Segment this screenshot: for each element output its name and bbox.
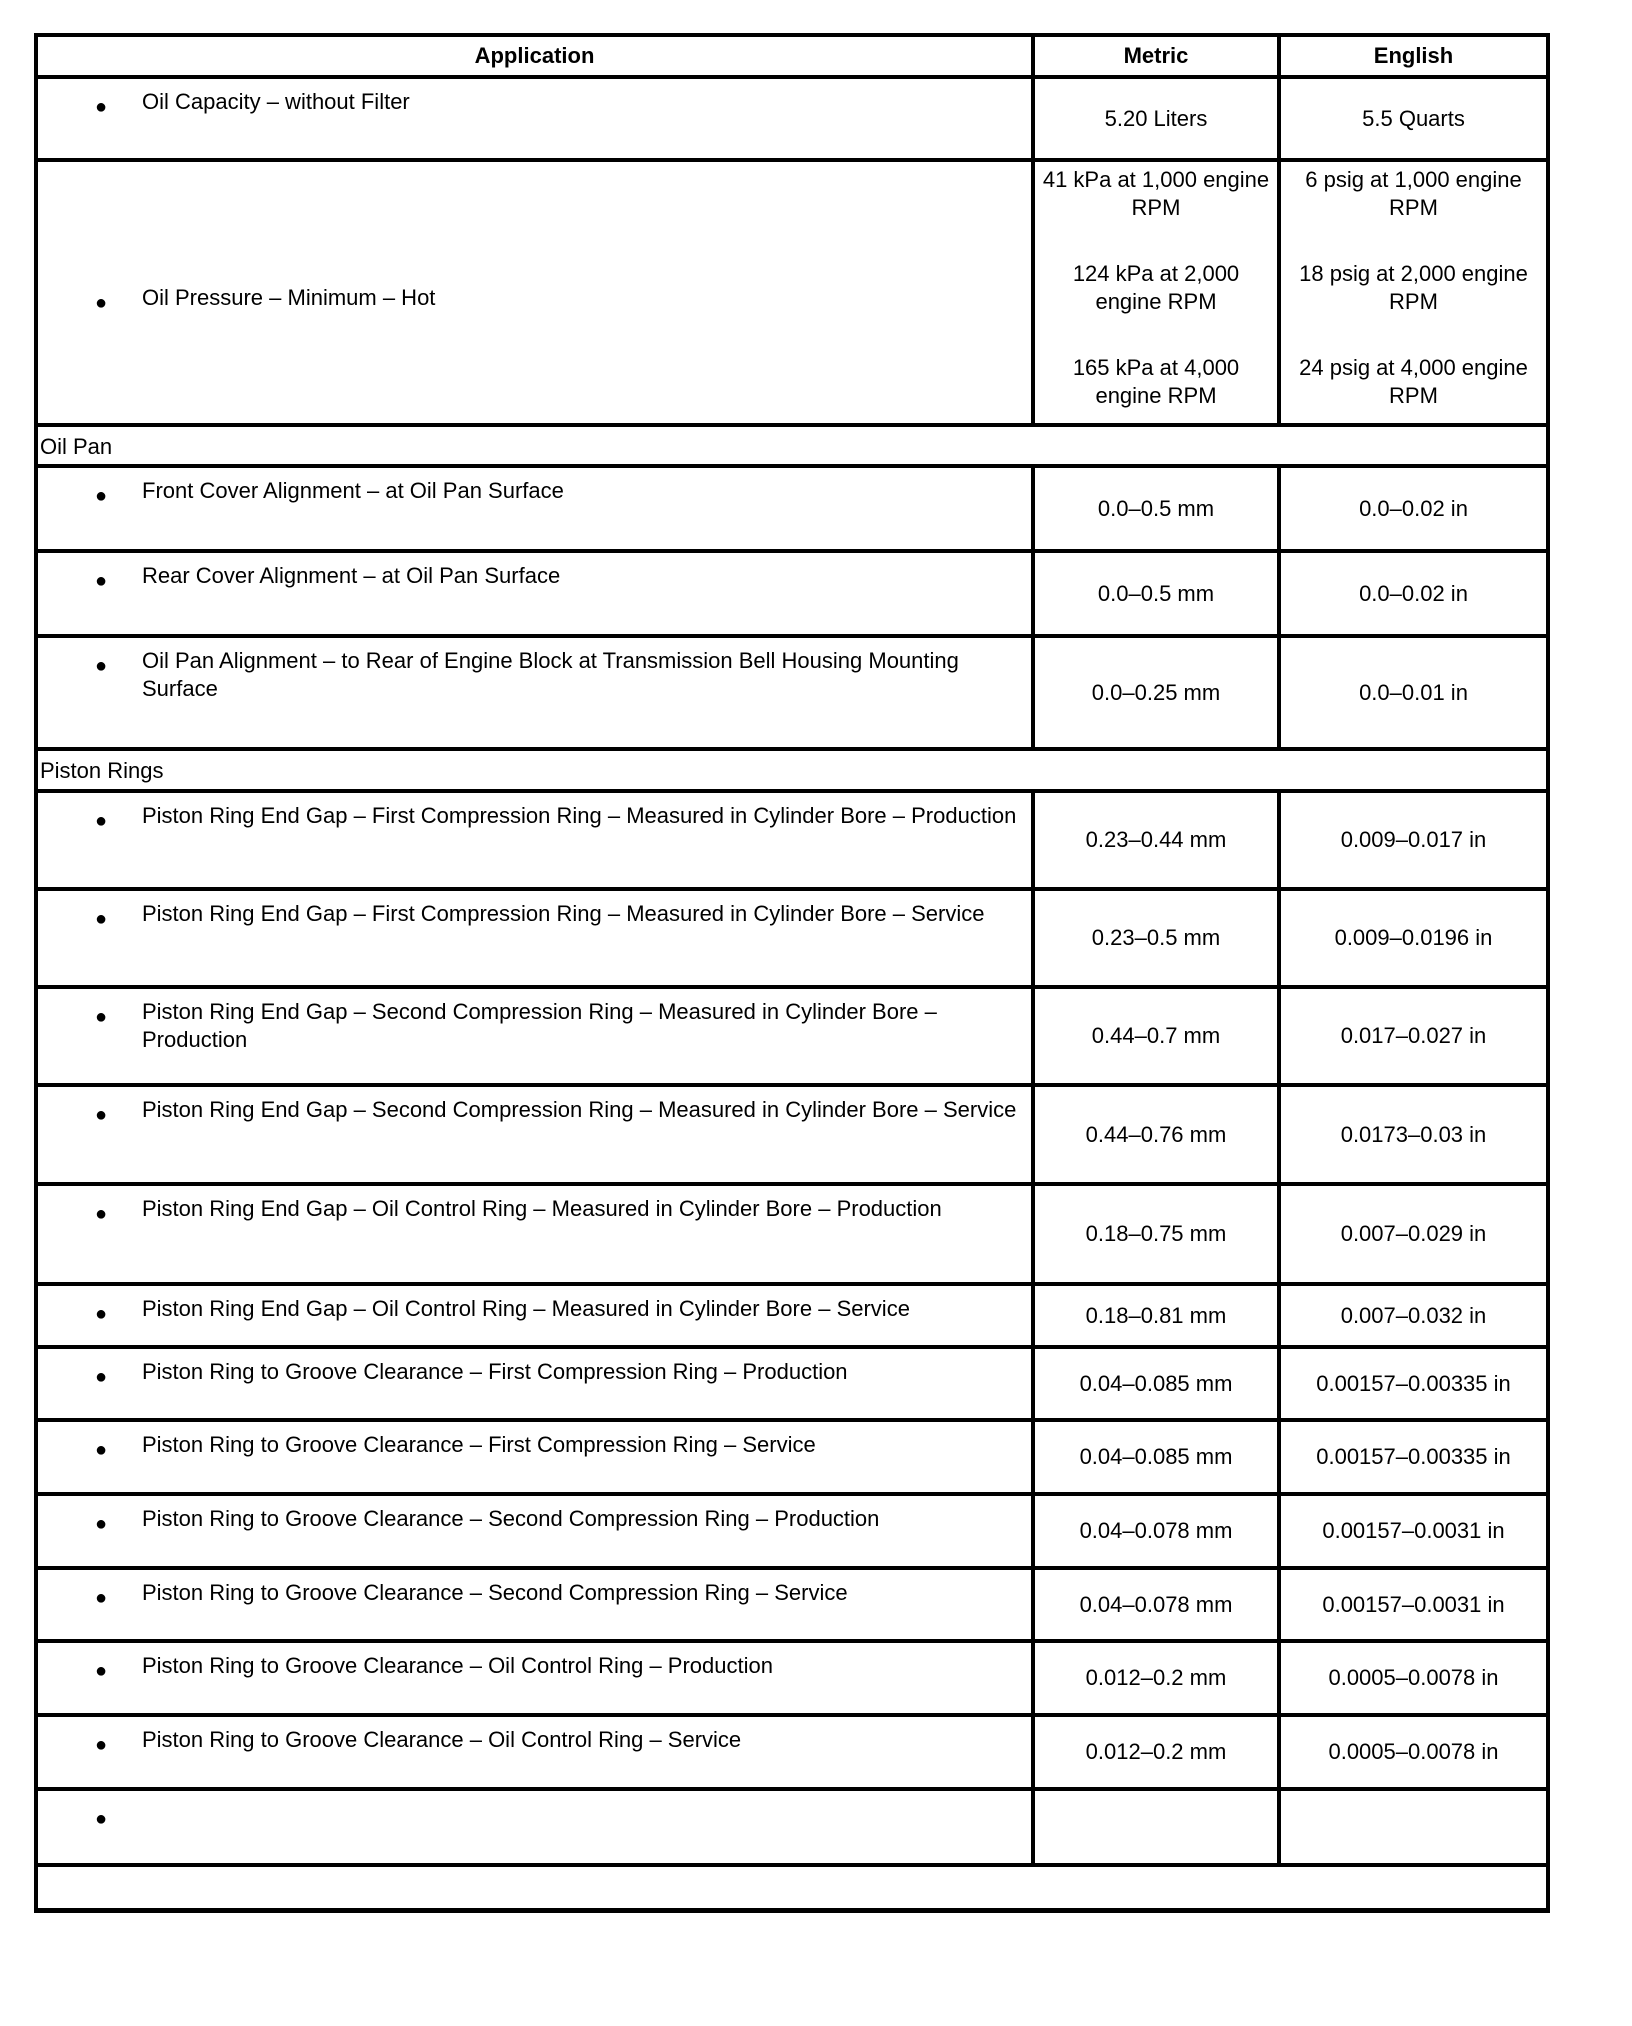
- english-value: 0.0–0.02 in: [1359, 580, 1468, 606]
- table-row: [34, 887, 1550, 985]
- bullet-icon: ●: [95, 1439, 108, 1461]
- metric-value: 0.44–0.7 mm: [1091, 1023, 1221, 1048]
- application-text: Piston Ring to Groove Clearance – First Compression Ring – Service: [142, 1432, 816, 1457]
- table-row: [34, 1345, 1550, 1418]
- metric-value: 0.04–0.085 mm: [1079, 1444, 1233, 1469]
- table-row: [34, 75, 1550, 158]
- english-value: 0.0005–0.0078 in: [1328, 1665, 1499, 1690]
- metric-value: 0.0–0.25 mm: [1091, 679, 1221, 705]
- table-row: [34, 789, 1550, 887]
- section-header-pistons-and-pins: [34, 1863, 1550, 1913]
- english-value: 0.007–0.029 in: [1340, 1221, 1487, 1246]
- bullet-icon: ●: [95, 1587, 108, 1609]
- table-row: [34, 1787, 1550, 1863]
- metric-value: 0.04–0.078 mm: [1079, 1591, 1233, 1617]
- bullet-icon: ●: [95, 1006, 108, 1028]
- english-value: 0.0–0.02 in: [1359, 495, 1468, 521]
- english-value: 0.017–0.027 in: [1340, 1023, 1487, 1048]
- metric-value: 0.44–0.76 mm: [1085, 1121, 1227, 1147]
- bullet-icon: ●: [95, 570, 108, 592]
- english-value: 0.009–0.017 in: [1340, 827, 1487, 852]
- table-row: [34, 1492, 1550, 1566]
- application-text: Piston Ring to Groove Clearance – Second Compression Ring – Service: [142, 1580, 848, 1605]
- application-text: Piston Ring End Gap – Second Compression Ring – Measured in Cylinder Bore – Production: [142, 999, 937, 1052]
- metric-value: 0.23–0.5 mm: [1091, 925, 1221, 950]
- application-text: Rear Cover Alignment – at Oil Pan Surface: [142, 563, 561, 588]
- bullet-icon: ●: [95, 1734, 108, 1756]
- section-header-piston-rings: Piston Rings: [34, 747, 1550, 789]
- english-value: 0.00157–0.0031 in: [1322, 1518, 1505, 1543]
- bullet-icon: ●: [95, 908, 108, 930]
- metric-value: 0.04–0.078 mm: [1079, 1518, 1233, 1543]
- table-row: [34, 1083, 1550, 1182]
- metric-value: 0.0–0.5 mm: [1097, 495, 1215, 521]
- table-row: [34, 1566, 1550, 1639]
- table-row: [34, 985, 1550, 1083]
- bullet-icon: ●: [95, 810, 108, 832]
- table-row: [34, 634, 1550, 747]
- table-row: [34, 1418, 1550, 1492]
- english-value: 0.0173–0.03 in: [1340, 1121, 1487, 1147]
- section-header-oil-pan: Oil Pan: [34, 423, 1550, 464]
- english-value: 5.5 Quarts: [1362, 105, 1465, 131]
- table-header-row: [34, 33, 1550, 75]
- bullet-icon: ●: [95, 96, 108, 118]
- application-text: Oil Pan Alignment – to Rear of Engine Block at Transmission Bell Housing Mounting Surface: [142, 648, 959, 701]
- application-text: Piston Ring End Gap – Oil Control Ring – Measured in Cylinder Bore – Production: [142, 1196, 942, 1221]
- application-text: Piston Ring End Gap – First Compression Ring – Measured in Cylinder Bore – Production: [142, 803, 1017, 828]
- metric-value: 0.18–0.75 mm: [1085, 1221, 1227, 1246]
- english-value: 0.0005–0.0078 in: [1328, 1739, 1499, 1764]
- metric-value: 165 kPa at 4,000 engine RPM: [1072, 355, 1240, 408]
- bullet-icon: ●: [95, 1808, 108, 1830]
- table-row: [34, 549, 1550, 634]
- english-value: 0.0–0.01 in: [1359, 679, 1468, 705]
- table-row: [34, 1182, 1550, 1282]
- application-text: Piston Ring End Gap – Oil Control Ring – Measured in Cylinder Bore – Service: [142, 1296, 910, 1321]
- metric-value: 5.20 Liters: [1104, 105, 1208, 131]
- bullet-icon: ●: [95, 1104, 108, 1126]
- bullet-icon: ●: [95, 1203, 108, 1225]
- english-value: 0.00157–0.00335 in: [1316, 1370, 1511, 1396]
- table-row: [34, 464, 1550, 549]
- header-application: Application: [474, 43, 595, 68]
- table-row: [34, 1713, 1550, 1787]
- application-text: Oil Capacity – without Filter: [142, 89, 410, 114]
- application-text: Piston Ring to Groove Clearance – Second Compression Ring – Production: [142, 1506, 880, 1531]
- table-row: [34, 1639, 1550, 1713]
- english-value: 0.00157–0.0031 in: [1322, 1591, 1505, 1617]
- english-value: 24 psig at 4,000 engine RPM: [1299, 355, 1528, 408]
- metric-value: 0.23–0.44 mm: [1085, 827, 1227, 852]
- header-metric: Metric: [1031, 37, 1277, 75]
- metric-value: 0.04–0.085 mm: [1079, 1370, 1233, 1396]
- application-text: Oil Pressure – Minimum – Hot: [142, 285, 436, 310]
- metric-value: 0.012–0.2 mm: [1085, 1665, 1227, 1690]
- english-value: 0.00157–0.00335 in: [1316, 1444, 1511, 1469]
- application-text: Front Cover Alignment – at Oil Pan Surface: [142, 478, 564, 503]
- metric-value: 0.18–0.81 mm: [1085, 1302, 1227, 1328]
- table-row: [34, 1282, 1550, 1345]
- table-row: [34, 158, 1550, 423]
- metric-value: 41 kPa at 1,000 engine RPM: [1042, 167, 1270, 220]
- english-value: 0.007–0.032 in: [1340, 1302, 1487, 1328]
- application-text: Piston Ring End Gap – Second Compression Ring – Measured in Cylinder Bore – Service: [142, 1097, 1017, 1122]
- application-text: Piston Ring to Groove Clearance – First Compression Ring – Production: [142, 1359, 848, 1384]
- bullet-icon: ●: [95, 1366, 108, 1388]
- bullet-icon: ●: [95, 292, 108, 314]
- bullet-icon: ●: [95, 655, 108, 677]
- metric-value: 124 kPa at 2,000 engine RPM: [1072, 261, 1240, 314]
- application-text: Piston Ring End Gap – First Compression Ring – Measured in Cylinder Bore – Service: [142, 901, 985, 926]
- english-value: 18 psig at 2,000 engine RPM: [1299, 261, 1528, 314]
- metric-value: 0.0–0.5 mm: [1097, 580, 1215, 606]
- bullet-icon: ●: [95, 485, 108, 507]
- header-english: English: [1277, 37, 1546, 75]
- bullet-icon: ●: [95, 1660, 108, 1682]
- english-value: 6 psig at 1,000 engine RPM: [1305, 167, 1522, 220]
- application-text: Piston Ring to Groove Clearance – Oil Control Ring – Service: [142, 1727, 742, 1752]
- metric-value: 0.012–0.2 mm: [1085, 1739, 1227, 1764]
- bullet-icon: ●: [95, 1303, 108, 1325]
- english-value: 0.009–0.0196 in: [1334, 925, 1493, 950]
- application-text: Piston Ring to Groove Clearance – Oil Control Ring – Production: [142, 1653, 773, 1678]
- bullet-icon: ●: [95, 1513, 108, 1535]
